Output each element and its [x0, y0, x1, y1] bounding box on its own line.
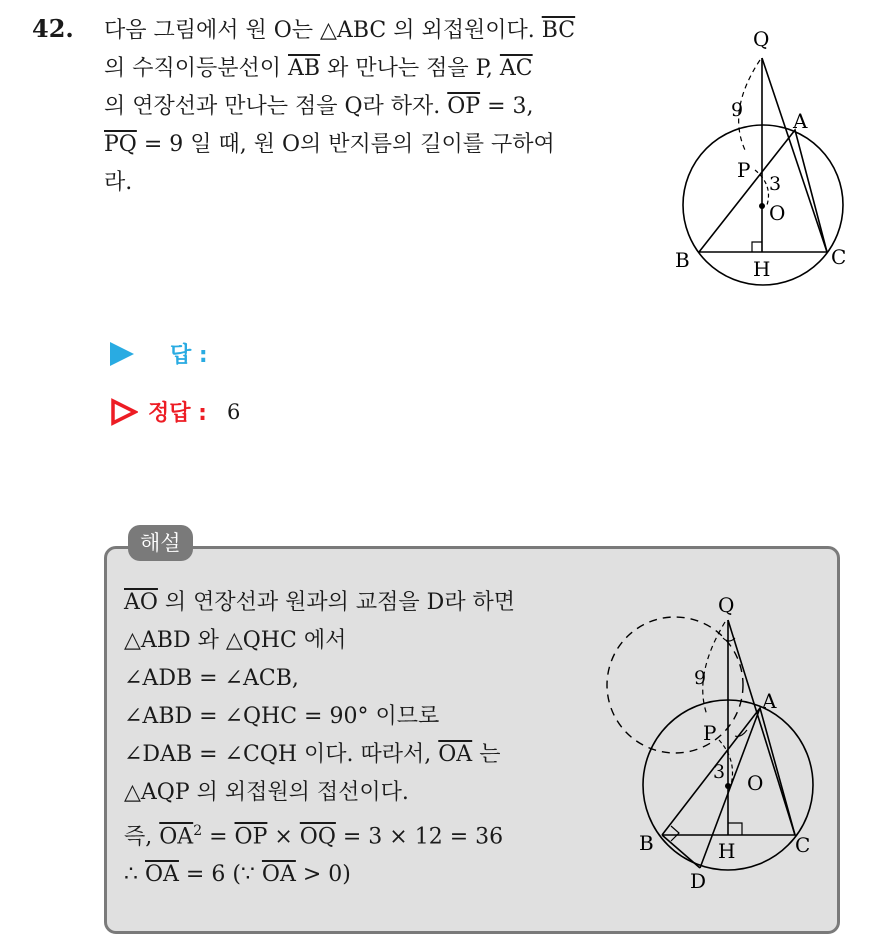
label-q: Q	[753, 27, 770, 51]
label-c: C	[795, 833, 811, 857]
answer-label: 답 :	[170, 343, 208, 368]
right-angle-mark-h	[728, 823, 742, 835]
label-nine: 9	[731, 99, 744, 121]
triangle-abc	[699, 130, 827, 252]
label-c: C	[831, 245, 847, 269]
play-triangle-icon	[110, 342, 134, 366]
center-dot	[759, 203, 765, 209]
label-three: 3	[769, 173, 782, 195]
text-line: 라.	[104, 170, 133, 195]
answer-row	[110, 338, 208, 369]
line-q-c	[728, 620, 795, 835]
text-line: $\overline{PQ} = 9$ 일 때, 원 O의 반지름의 길이를 구하여	[104, 132, 555, 157]
label-three: 3	[713, 761, 726, 783]
label-nine: 9	[694, 667, 707, 689]
correct-answer-value: 6	[226, 399, 241, 424]
text-line: 의 수직이등분선이 $\overline{AB}$ 와 만나는 점을 P, $\overline{AC}$	[104, 56, 533, 81]
line-b-d	[662, 835, 700, 868]
small-circle-dashed	[607, 617, 743, 753]
label-p: P	[703, 721, 717, 745]
text-line: ∠ABD = ∠QHC = 90° 이므로	[124, 704, 440, 729]
right-angle-mark-b	[671, 826, 679, 841]
overline-segment: $\overline{OA}$	[159, 824, 194, 850]
text-line: △AQP 의 외접원의 접선이다.	[124, 780, 409, 805]
outline-triangle-icon	[110, 398, 138, 426]
label-o: O	[769, 201, 786, 225]
text-line: 의 연장선과 만나는 점을 Q라 하자. $\overline{OP} = 3$,	[104, 94, 534, 119]
overline-segment: $\overline{OA}$	[438, 742, 473, 767]
correct-answer-row	[110, 396, 240, 427]
superscript: 2	[193, 823, 203, 839]
overline-segment: $\overline{PQ}$	[104, 132, 137, 157]
text-line: ∠DAB = ∠CQH 이다. 따라서, $\overline{OA}$ 는	[124, 742, 501, 767]
label-p: P	[737, 158, 751, 182]
overline-segment: $\overline{BC}$	[541, 18, 576, 43]
label-a: A	[793, 109, 808, 133]
overline-segment: $\overline{AO}$	[124, 590, 158, 615]
text-line: ∠ADB = ∠ACB,	[124, 666, 299, 691]
solution-text	[124, 584, 515, 894]
overline-segment: $\overline{AC}$	[499, 56, 533, 81]
overline-segment: $\overline{OA}$	[261, 862, 296, 888]
label-b: B	[639, 831, 654, 855]
problem-text	[104, 12, 649, 202]
label-h: H	[718, 839, 736, 863]
label-q: Q	[718, 593, 735, 617]
overline-segment: $\overline{OP}$	[447, 94, 481, 119]
overline-segment: $\overline{OQ}$	[299, 824, 336, 850]
label-a: A	[762, 689, 777, 713]
overline-segment: $\overline{OP}$	[234, 824, 268, 850]
center-dot	[725, 783, 731, 789]
figure-circle-triangle	[665, 20, 865, 290]
correct-answer-label: 정답 :	[148, 401, 207, 426]
text-line: ∴ $\overline{OA} = 6$ (∵ $\overline{OA} > 0$)	[124, 862, 351, 888]
text-line: 다음 그림에서 원 O는 △ABC 의 외접원이다. $\overline{BC}$	[104, 18, 576, 43]
text-line: 즉, $\overline{OA}^2 = \overline{OP} \times \overline{OQ} = 3 \times 12 = 36$	[124, 823, 504, 850]
text-line: $\overline{AO}$ 의 연장선과 원과의 교점을 D라 하면	[124, 590, 516, 615]
figure-solution	[595, 590, 835, 900]
label-d: D	[690, 869, 707, 893]
problem-number: 42.	[32, 14, 74, 43]
label-h: H	[753, 257, 771, 281]
label-b: B	[675, 248, 690, 272]
label-o: O	[747, 771, 764, 795]
overline-segment: $\overline{OA}$	[145, 862, 179, 888]
text-line: △ABD 와 △QHC 에서	[124, 628, 347, 653]
overline-segment: $\overline{AB}$	[288, 56, 321, 81]
solution-tag: 해설	[128, 525, 193, 561]
right-angle-mark	[752, 242, 762, 252]
